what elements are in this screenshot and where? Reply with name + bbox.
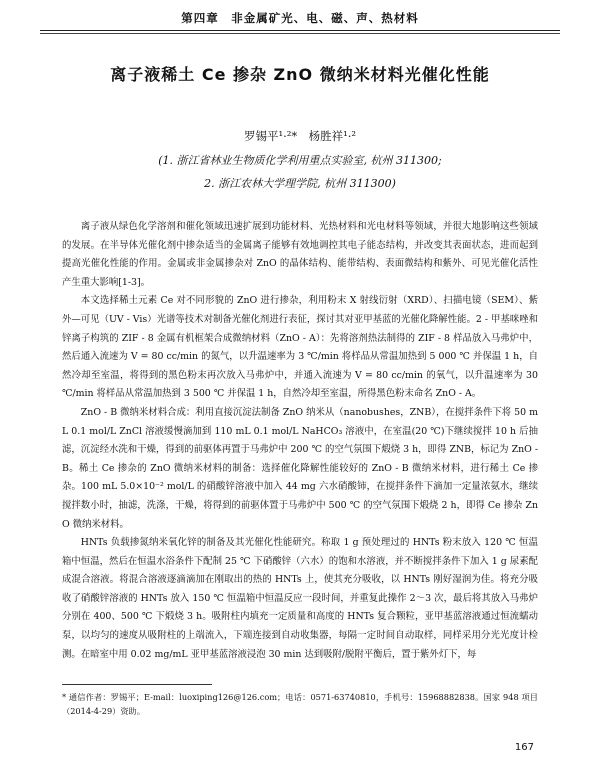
header-rule [40,30,560,31]
affiliation-2: 2. 浙江农林大学理学院, 杭州 311300) [204,177,396,190]
footnote-rule [62,684,212,685]
paragraph-hnts: HNTs 负载掺氮纳米氧化锌的制备及其光催化性能研究。称取 1 g 预处理过的 HNTs 粉末放入 120 ℃ 恒温箱中恒温，然后在恒温水浴条件下配制 25 ℃ 下硝酸锌（六水）的饱和水溶液，并不断搅拌条件下加入 1 g 尿素配成混合溶液。将混合溶液逐滴滴加在刚取出的热的 HNTs 上，使其充分吸收，以 HNTs 刚好湿润为佳。将充分吸收了硝酸锌溶液的 HNTs 放入 150 ℃ 恒温箱中恒温反应一段时间，并重复此操作 2～3 次，最后将其放入马弗炉分别在 400、500 ℃ 下煅烧 3 h。吸附柱内填充一定质量和高度的 HNTs 复合颗粒，亚甲基蓝溶液通过恒流蠕动泵，以均匀的速度从吸附柱的上端流入，下端连接到自动收集器，每隔一定时间自动取样，同样采用分光光度计检测。在暗室中用 0.02 mg/mL 亚甲基蓝溶液浸泡 30 min 达到吸附/脱附平衡后，置于紫外灯下，每 [62,537,538,660]
authors: 罗锡平¹·²* 杨胜祥¹·² [243,129,356,143]
paragraph-intro: 离子液从绿色化学溶剂和催化领域迅速扩展到功能材料、光热材料和光电材料等领域，并很大地影响这些领域的发展。在半导体光催化剂中掺杂适当的金属离子能够有效地调控其电子能态结构，并改变其表面状态，进而起到提高光催化性能的作用。金属或非金属掺杂对 ZnO 的晶体结构、能带结构、表面微结构和紫外、可见光催化活性产生重大影响[1-3]。 [62,221,538,288]
running-header: 第四章 非金属矿光、电、磁、声、热材料 [181,11,419,25]
footnote: * 通信作者：罗锡平；E-mail：luoxiping126@126.com；电话：0571-63740810，手机号：15968882838。国家 948 项目（2014-4-29）资助。 [62,692,538,716]
page-number: 167 [514,742,534,753]
header-rule-thin [40,33,560,34]
article-title: 离子液稀土 Ce 掺杂 ZnO 微纳米材料光催化性能 [110,65,490,84]
article-body [62,218,538,664]
affiliation-1: (1. 浙江省林业生物质化学利用重点实验室, 杭州 311300; [158,154,442,167]
paragraph-method-b: ZnO - B 微纳米材料合成：利用直接沉淀法制备 ZnO 纳米从（nanobushes，ZNB），在搅拌条件下将 50 mL 0.1 mol/L ZnCl 溶液缓慢滴加到 110 mL 0.1 mol/L NaHCO₃ 溶液中，在室温(20 ℃)下继续搅拌 10 h 后抽滤，沉淀经水洗和干燥，得到的前驱体再置于马弗炉中 200 ℃ 的空气氛围下煅烧 3 h，即得 ZNB，标记为 ZnO - B。稀土 Ce 掺杂的 ZnO 微纳米材料的制备：选择催化降解性能较好的 ZnO - B 微纳米材料，进行稀土 Ce 掺杂。100 mL 5.0×10⁻² mol/L 的硝酸锌溶液中加入 44 mg 六水硝酸铈，在搅拌条件下滴加一定量浓氨水，继续搅拌数小时，抽滤，洗涤，干燥，将得到的前驱体置于马弗炉中 500 ℃ 的空气氛围下煅烧 2 h，即得 Ce 掺杂 ZnO 微纳米材料。 [62,406,538,530]
paragraph-method-a: 本文选择稀土元素 Ce 对不同形貌的 ZnO 进行掺杂，利用粉末 X 射线衍射（XRD）、扫描电镜（SEM）、紫外—可见（UV - Vis）光谱等技术对制备光催化剂进行表征，探讨其对亚甲基蓝的光催化降解性能。2 - 甲基咪唑和锌离子构筑的 ZIF - 8 金属有机框架合成微纳材料（ZnO - A）：先将溶剂热法制得的 ZIF - 8 样品放入马弗炉中，然后通入流速为 V = 80 cc/min 的氮气，以升温速率为 3 ℃/min 将样品从常温加热到 5 000 ℃ 并保温 1 h，自然冷却至室温，将得到的黑色粉末再次放入马弗炉中，并通入流速为 V = 80 cc/min 的氧气，以升温速率为 30 ℃/min 将样品从常温加热到 3 500 ℃ 并保温 1 h，自然冷却至室温，所得黑色粉末命名 ZnO - A。 [62,295,538,400]
